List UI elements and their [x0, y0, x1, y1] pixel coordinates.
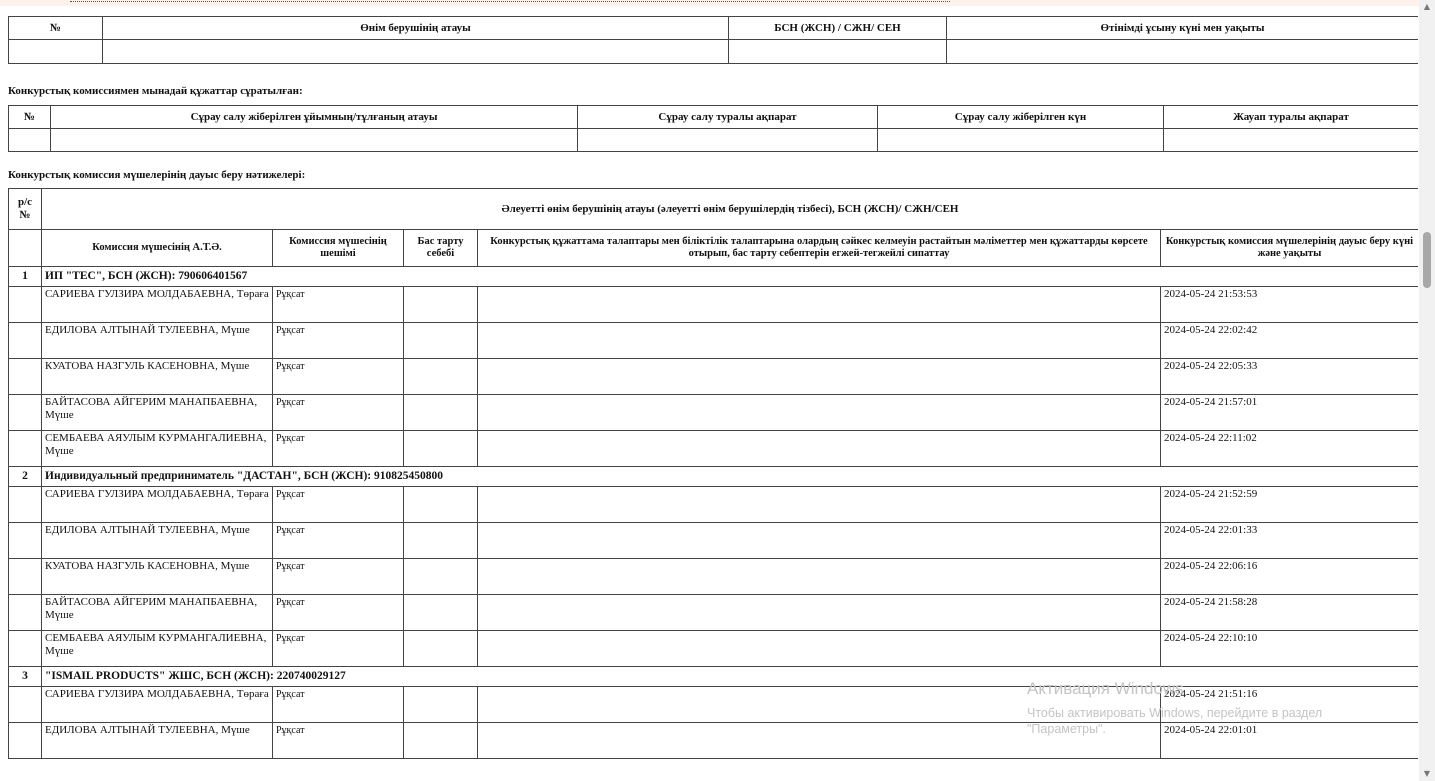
empty-cell	[9, 487, 42, 523]
refusal-details	[478, 523, 1161, 559]
empty-cell	[9, 395, 42, 431]
vote-datetime: 2024-05-24 22:01:01	[1161, 723, 1419, 759]
watermark-title: Активация Windows	[1027, 679, 1184, 698]
table-subheader-row	[9, 230, 1419, 267]
member-decision: Рұқсат	[273, 523, 404, 559]
vote-datetime: 2024-05-24 22:11:02	[1161, 431, 1419, 467]
table-row	[9, 323, 1419, 359]
member-decision: Рұқсат	[273, 431, 404, 467]
refusal-reason	[404, 723, 478, 759]
group-number: 2	[9, 467, 42, 487]
section-title-voting: Конкурстық комиссия мүшелерінің дауыс беру нәтижелері:	[8, 169, 306, 181]
member-name: САРИЕВА ГУЛЗИРА МОЛДАБАЕВНА, Төраға	[42, 287, 273, 323]
member-name: БАЙТАСОВА АЙГЕРИМ МАНАПБАЕВНА, Мүше	[42, 395, 273, 431]
scrollbar-thumb[interactable]	[1423, 232, 1431, 288]
refusal-details	[478, 323, 1161, 359]
table-row	[9, 487, 1419, 523]
table-header-row	[9, 17, 1419, 40]
table-header-row	[9, 106, 1419, 129]
col-number: №	[9, 106, 51, 129]
col-request-info: Сұрау салу туралы ақпарат	[578, 106, 878, 129]
vote-datetime: 2024-05-24 21:53:53	[1161, 287, 1419, 323]
scroll-down-arrow-icon[interactable]: ▼	[1423, 769, 1431, 778]
member-name: СЕМБАЕВА АЯУЛЫМ КУРМАНГАЛИЕВНА, Мүше	[42, 631, 273, 667]
col-supplier-name: Өнім берушінің атауы	[103, 17, 729, 40]
refusal-reason	[404, 595, 478, 631]
vertical-scrollbar[interactable]	[1419, 0, 1435, 781]
document-content	[8, 0, 1418, 781]
table-row	[9, 523, 1419, 559]
refusal-reason	[404, 487, 478, 523]
member-name: САРИЕВА ГУЛЗИРА МОЛДАБАЕВНА, Төраға	[42, 487, 273, 523]
member-decision: Рұқсат	[273, 359, 404, 395]
member-name: ЕДИЛОВА АЛТЫНАЙ ТУЛЕЕВНА, Мүше	[42, 523, 273, 559]
refusal-details	[478, 287, 1161, 323]
member-decision: Рұқсат	[273, 487, 404, 523]
refusal-details	[478, 395, 1161, 431]
col-decision: Комиссия мүшесінің шешімі	[273, 230, 404, 267]
table-header-row	[9, 189, 1419, 230]
empty-cell	[9, 559, 42, 595]
refusal-details	[478, 359, 1161, 395]
col-submission-date: Өтінімді ұсыну күні мен уақыты	[947, 17, 1419, 40]
refusal-details	[478, 559, 1161, 595]
refusal-details	[478, 595, 1161, 631]
table-row	[9, 723, 1419, 759]
member-decision: Рұқсат	[273, 723, 404, 759]
table-row	[9, 129, 1419, 152]
refusal-reason	[404, 359, 478, 395]
vote-datetime: 2024-05-24 21:58:28	[1161, 595, 1419, 631]
table-row	[9, 559, 1419, 595]
refusal-reason	[404, 523, 478, 559]
col-vote-date: Конкурстық комиссия мүшелерінің дауыс беру күні және уақыты	[1161, 230, 1419, 267]
watermark-line: Чтобы активировать Windows, перейдите в раздел	[1027, 706, 1323, 720]
vote-datetime: 2024-05-24 22:01:33	[1161, 523, 1419, 559]
col-pc-number: р/с №	[9, 189, 42, 230]
table-row	[9, 595, 1419, 631]
col-response-info: Жауап туралы ақпарат	[1164, 106, 1419, 129]
member-decision: Рұқсат	[273, 559, 404, 595]
col-refusal-details: Конкурстық құжаттама талаптары мен біліктілік талаптарына олардың сәйкес келмеуін растайтын мәліметтер мен құжаттарды көрсете отырып, бас тарту себептерін егжей-тегжейлі сипаттау	[478, 230, 1161, 267]
refusal-details	[478, 487, 1161, 523]
col-refusal-reason: Бас тарту себебі	[404, 230, 478, 267]
supplier-name: Индивидуальный предприниматель "ДАСТАН", БСН (ЖСН): 910825450800	[42, 467, 1419, 487]
empty-cell	[9, 687, 42, 723]
refusal-reason	[404, 323, 478, 359]
section-title-requests: Конкурстық комиссиямен мынадай құжаттар сұратылған:	[8, 85, 303, 97]
member-decision: Рұқсат	[273, 631, 404, 667]
empty-cell	[9, 287, 42, 323]
requests-table	[8, 105, 1418, 152]
supplier-name: "ISMAIL PRODUCTS" ЖШС, БСН (ЖСН): 220740029127	[42, 667, 1419, 687]
member-name: САРИЕВА ГУЛЗИРА МОЛДАБАЕВНА, Төраға	[42, 687, 273, 723]
empty-cell	[9, 631, 42, 667]
col-bin: БСН (ЖСН) / СЖН/ СЕН	[729, 17, 947, 40]
table-row	[9, 631, 1419, 667]
refusal-reason	[404, 559, 478, 595]
refusal-details	[478, 687, 1161, 723]
refusal-reason	[404, 687, 478, 723]
table-row	[9, 40, 1419, 64]
table-row	[9, 395, 1419, 431]
supplier-name: ИП "ТЕС", БСН (ЖСН): 790606401567	[42, 267, 1419, 287]
refusal-reason	[404, 631, 478, 667]
member-name: КУАТОВА НАЗГУЛЬ КАСЕНОВНА, Мүше	[42, 359, 273, 395]
vote-datetime: 2024-05-24 21:57:01	[1161, 395, 1419, 431]
empty-cell	[9, 595, 42, 631]
voting-results-table	[8, 188, 1418, 759]
supplier-group-row	[9, 267, 1419, 287]
vote-datetime: 2024-05-24 22:06:16	[1161, 559, 1419, 595]
empty-cell	[9, 431, 42, 467]
group-number: 3	[9, 667, 42, 687]
member-decision: Рұқсат	[273, 323, 404, 359]
col-request-date: Сұрау салу жіберілген күн	[878, 106, 1164, 129]
col-number: №	[9, 17, 103, 40]
group-number: 1	[9, 267, 42, 287]
refusal-details	[478, 631, 1161, 667]
member-name: БАЙТАСОВА АЙГЕРИМ МАНАПБАЕВНА, Мүше	[42, 595, 273, 631]
member-decision: Рұқсат	[273, 687, 404, 723]
refusal-reason	[404, 287, 478, 323]
refusal-reason	[404, 431, 478, 467]
refusal-details	[478, 723, 1161, 759]
member-name: КУАТОВА НАЗГУЛЬ КАСЕНОВНА, Мүше	[42, 559, 273, 595]
table-row	[9, 687, 1419, 723]
col-supplier-header: Әлеуетті өнім берушінің атауы (әлеуетті өнім берушілердің тізбесі), БСН (ЖСН)/ СЖН/СЕН	[42, 189, 1419, 230]
vote-datetime: 2024-05-24 21:52:59	[1161, 487, 1419, 523]
refusal-details	[478, 431, 1161, 467]
empty-cell	[9, 523, 42, 559]
empty-cell	[9, 723, 42, 759]
refusal-reason	[404, 395, 478, 431]
supplier-group-row	[9, 667, 1419, 687]
suppliers-table	[8, 16, 1418, 64]
member-decision: Рұқсат	[273, 595, 404, 631]
table-row	[9, 287, 1419, 323]
vote-datetime: 2024-05-24 22:05:33	[1161, 359, 1419, 395]
vote-datetime: 2024-05-24 22:10:10	[1161, 631, 1419, 667]
empty-cell	[9, 359, 42, 395]
empty-cell	[9, 323, 42, 359]
vote-datetime: 2024-05-24 22:02:42	[1161, 323, 1419, 359]
watermark-line: "Параметры".	[1027, 722, 1106, 736]
supplier-group-row	[9, 467, 1419, 487]
member-name: ЕДИЛОВА АЛТЫНАЙ ТУЛЕЕВНА, Мүше	[42, 323, 273, 359]
vote-datetime: 2024-05-24 21:51:16	[1161, 687, 1419, 723]
member-decision: Рұқсат	[273, 395, 404, 431]
member-name: СЕМБАЕВА АЯУЛЫМ КУРМАНГАЛИЕВНА, Мүше	[42, 431, 273, 467]
table-row	[9, 359, 1419, 395]
col-member-name: Комиссия мүшесінің А.Т.Ә.	[42, 230, 273, 267]
col-organization: Сұрау салу жіберілген ұйымның/тұлғаның атауы	[51, 106, 578, 129]
member-name: ЕДИЛОВА АЛТЫНАЙ ТУЛЕЕВНА, Мүше	[42, 723, 273, 759]
scroll-up-arrow-icon[interactable]: ▲	[1423, 2, 1431, 11]
member-decision: Рұқсат	[273, 287, 404, 323]
table-row	[9, 431, 1419, 467]
